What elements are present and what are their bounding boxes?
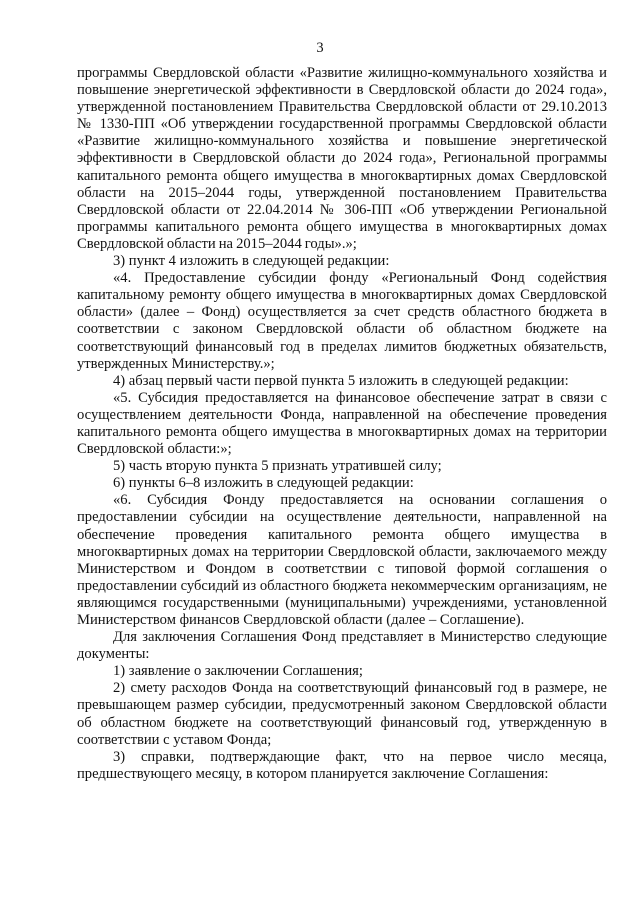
document-body bbox=[77, 65, 607, 783]
paragraph-clause-6: «6. Субсидия Фонду предоставляется на основании соглашения о предоставлении субсидии на осуществление деятельности, направленной на обеспечение проведения капитального ремонта общего имущества в многоквартирных домах на территории Свердловской области, заключаемого между Министерством и Фондом в соответствии с типовой формой соглашения о предоставлении субсидий из областного бюджета некоммерческим организациям, не являющимся государственными (муниципальными) учреждениями, установленной Министерством финансов Свердловской области (далее – Соглашение). bbox=[77, 492, 607, 628]
paragraph-item-4: 4) абзац первый части первой пункта 5 изложить в следующей редакции: bbox=[113, 372, 569, 389]
paragraph-item-3: 3) пункт 4 изложить в следующей редакции: bbox=[113, 253, 390, 270]
paragraph-document-2: 2) смету расходов Фонда на соответствующий финансовый год в размере, не превышающем размер субсидии, предусмотренный законом Свердловской области об областном бюджете на соответствующий финансовый год, утвержденную в соответствии с уставом Фонда; bbox=[77, 680, 607, 748]
paragraph-document-1: 1) заявление о заключении Соглашения; bbox=[113, 663, 363, 680]
paragraph-item-6: 6) пункты 6–8 изложить в следующей редакции: bbox=[113, 475, 414, 492]
paragraph-item-5: 5) часть вторую пункта 5 признать утратившей силу; bbox=[113, 458, 442, 475]
paragraph-clause-5: «5. Субсидия предоставляется на финансовое обеспечение затрат в связи с осуществлением деятельности Фонда, направленной на обеспечение проведения капитального ремонта общего имущества в многоквартирных домах на территории Свердловской области:»; bbox=[77, 389, 607, 458]
paragraph-clause-4: «4. Предоставление субсидии фонду «Региональный Фонд содействия капитальному ремонту общего имущества в многоквартирных домах Свердловской области» (далее – Фонд) осуществляется за счет средств областного бюджета в соответствии с законом Свердловской области об областном бюджете на соответствующий финансовый год в пределах лимитов бюджетных обязательств, утвержденных Министерству.»; bbox=[77, 270, 607, 372]
page-number: 3 bbox=[316, 40, 324, 56]
paragraph-continuation: программы Свердловской области «Развитие жилищно-коммунального хозяйства и повышение энергетической эффективности в Свердловской области до 2024 года», утвержденной постановлением Правительства Свердловской области от 29.10.2013 № 1330-ПП «Об утверждении государственной программы Свердловской области «Развитие жилищно-коммунального хозяйства и повышение энергетической эффективности в Свердловской области до 2024 года», Региональной программы капитального ремонта общего имущества в многоквартирных домах Свердловской области на 2015–2044 годы, утвержденной постановлением Правительства Свердловской области от 22.04.2014 № 306-ПП «Об утверждении Региональной программы капитального ремонта общего имущества в многоквартирных домах Свердловской области на 2015–2044 годы».»; bbox=[77, 65, 607, 252]
paragraph-documents-intro: Для заключения Соглашения Фонд представляет в Министерство следующие документы: bbox=[77, 629, 607, 663]
paragraph-document-3: 3) справки, подтверждающие факт, что на первое число месяца, предшествующего месяцу, в котором планируется заключение Соглашения: bbox=[77, 748, 607, 782]
